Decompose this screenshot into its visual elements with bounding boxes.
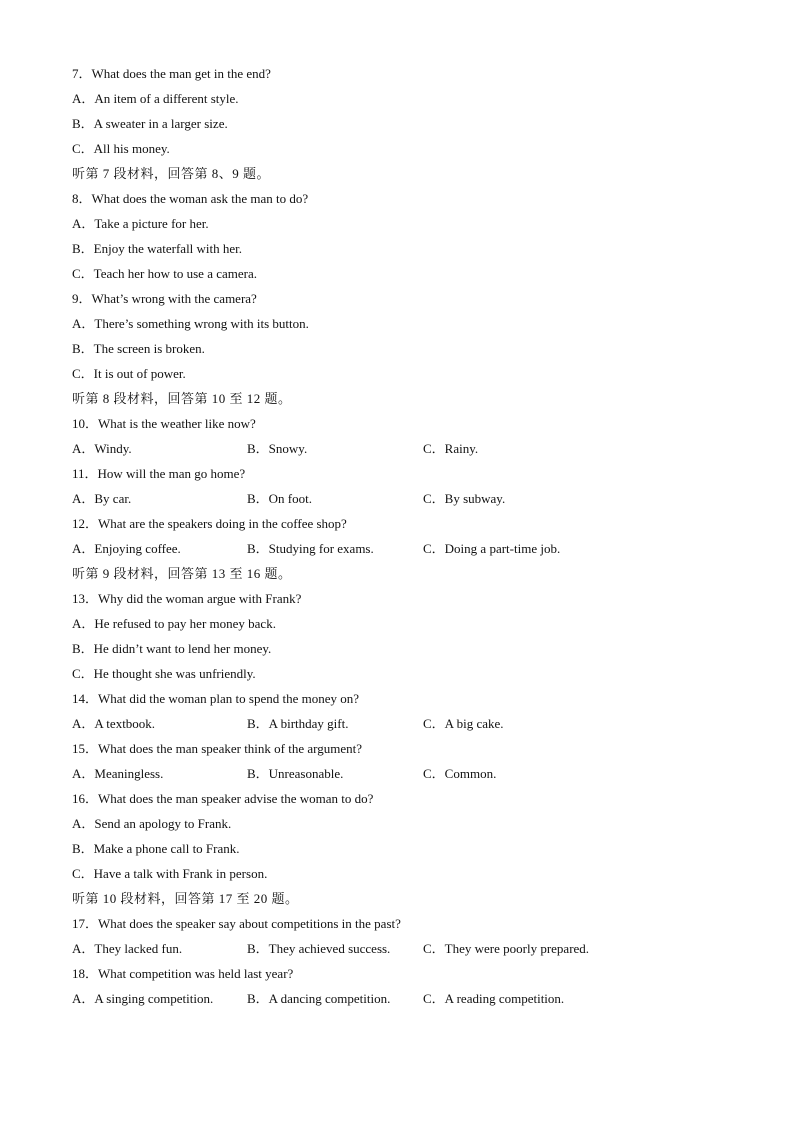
- option-row: [72, 436, 752, 461]
- question-text: 9．What’s wrong with the camera?: [72, 291, 257, 306]
- answer-option: A．He refused to pay her money back.: [72, 616, 276, 631]
- option-row: [72, 986, 752, 1011]
- answer-option: C．Common.: [423, 766, 497, 781]
- answer-option: C．It is out of power.: [72, 366, 186, 381]
- exam-content: [72, 61, 752, 1011]
- answer-option: A．An item of a different style.: [72, 91, 239, 106]
- answer-option: C．Teach her how to use a camera.: [72, 266, 257, 281]
- question-text: 17．What does the speaker say about competitions in the past?: [72, 916, 401, 931]
- answer-option: B．A dancing competition.: [247, 991, 391, 1006]
- question-text: 16．What does the man speaker advise the woman to do?: [72, 791, 374, 806]
- question-text: 11．How will the man go home?: [72, 466, 246, 481]
- section-instruction: 听第 7 段材料，回答第 8、9 题。: [72, 166, 271, 181]
- question-text: 15．What does the man speaker think of the argument?: [72, 741, 363, 756]
- answer-option: A．Meaningless.: [72, 766, 164, 781]
- answer-option: B．He didn’t want to lend her money.: [72, 641, 272, 656]
- answer-option: C．Doing a part-time job.: [423, 541, 561, 556]
- answer-option: B．The screen is broken.: [72, 341, 205, 356]
- answer-option: A．Send an apology to Frank.: [72, 816, 232, 831]
- section-instruction: 听第 8 段材料，回答第 10 至 12 题。: [72, 391, 292, 406]
- option-row: [72, 711, 752, 736]
- answer-option: A．There’s something wrong with its button.: [72, 316, 309, 331]
- answer-option: B．Unreasonable.: [247, 766, 344, 781]
- answer-option: B．A birthday gift.: [247, 716, 349, 731]
- answer-option: B．Studying for exams.: [247, 541, 374, 556]
- answer-option: B．Enjoy the waterfall with her.: [72, 241, 243, 256]
- answer-option: A．A singing competition.: [72, 991, 214, 1006]
- question-text: 7．What does the man get in the end?: [72, 66, 271, 81]
- question-text: 14．What did the woman plan to spend the money on?: [72, 691, 360, 706]
- answer-option: C．They were poorly prepared.: [423, 941, 590, 956]
- question-text: 8．What does the woman ask the man to do?: [72, 191, 309, 206]
- answer-option: C．Rainy.: [423, 441, 479, 456]
- question-text: 18．What competition was held last year?: [72, 966, 294, 981]
- answer-option: C．All his money.: [72, 141, 170, 156]
- question-text: 13．Why did the woman argue with Frank?: [72, 591, 302, 606]
- answer-option: A．Windy.: [72, 441, 132, 456]
- answer-option: B．Snowy.: [247, 441, 308, 456]
- section-instruction: 听第 10 段材料，回答第 17 至 20 题。: [72, 891, 299, 906]
- answer-option: A．Take a picture for her.: [72, 216, 209, 231]
- answer-option: A．A textbook.: [72, 716, 156, 731]
- option-row: [72, 761, 752, 786]
- answer-option: B．They achieved success.: [247, 941, 391, 956]
- answer-option: C．Have a talk with Frank in person.: [72, 866, 268, 881]
- option-row: [72, 486, 752, 511]
- option-row: [72, 936, 752, 961]
- question-text: 10．What is the weather like now?: [72, 416, 256, 431]
- answer-option: B．On foot.: [247, 491, 313, 506]
- section-instruction: 听第 9 段材料，回答第 13 至 16 题。: [72, 566, 292, 581]
- answer-option: A．By car.: [72, 491, 132, 506]
- answer-option: C．A big cake.: [423, 716, 504, 731]
- answer-option: A．Enjoying coffee.: [72, 541, 181, 556]
- option-row: [72, 536, 752, 561]
- answer-option: C．He thought she was unfriendly.: [72, 666, 256, 681]
- answer-option: A．They lacked fun.: [72, 941, 183, 956]
- answer-option: C．By subway.: [423, 491, 506, 506]
- answer-option: C．A reading competition.: [423, 991, 565, 1006]
- answer-option: B．A sweater in a larger size.: [72, 116, 228, 131]
- question-text: 12．What are the speakers doing in the coffee shop?: [72, 516, 347, 531]
- answer-option: B．Make a phone call to Frank.: [72, 841, 240, 856]
